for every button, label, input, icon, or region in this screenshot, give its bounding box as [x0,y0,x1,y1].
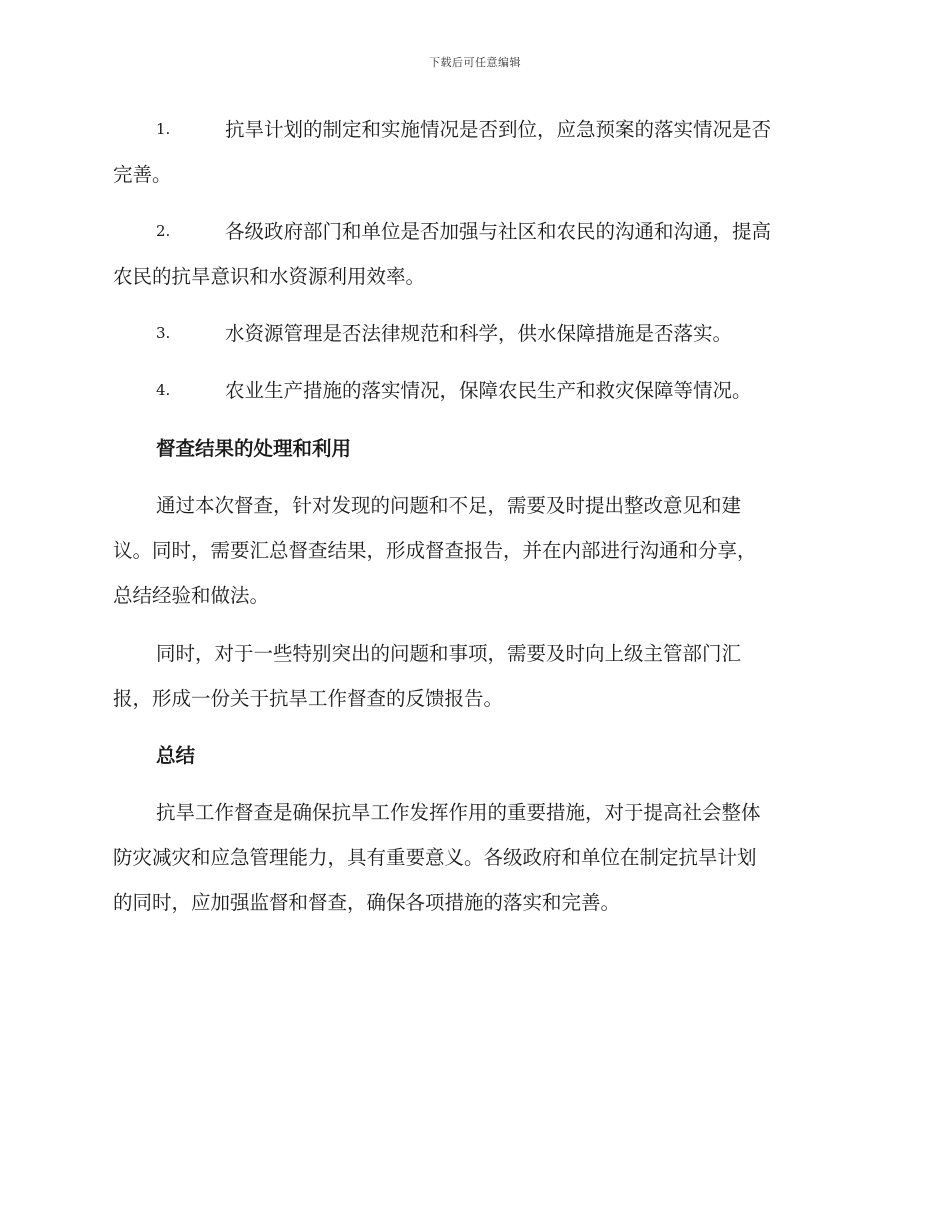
list-text-line: 农民的抗旱意识和水资源利用效率。 [113,265,426,288]
paragraph-line: 议。同时，需要汇总督查结果，形成督查报告，并在内部进行沟通和分享， [113,539,757,562]
paragraph [113,790,833,925]
paragraph [113,631,833,721]
paragraph-line: 防灾减灾和应急管理能力，具有重要意义。各级政府和单位在制定抗旱计划 [113,846,757,869]
list-text-line: 抗旱计划的制定和实施情况是否到位，应急预案的落实情况是否 [225,118,772,141]
paragraph-line: 的同时，应加强监督和督查，确保各项措施的落实和完善。 [113,891,621,914]
paragraph-line: 抗旱工作督查是确保抗旱工作发挥作用的重要措施，对于提高社会整体 [156,801,761,824]
section-heading: 督查结果的处理和利用 [156,437,352,460]
paragraph-line: 总结经验和做法。 [113,584,270,607]
paragraph-line: 通过本次督查，针对发现的问题和不足，需要及时提出整改意见和建 [156,494,742,517]
list-item [113,209,833,299]
list-number: 1. [156,120,171,138]
list-text-line: 水资源管理是否法律规范和科学，供水保障措施是否落实。 [225,322,733,345]
list-item [113,311,833,356]
list-text-line: 各级政府部门和单位是否加强与社区和农民的沟通和沟通，提高 [225,220,772,243]
list-text-line: 农业生产措施的落实情况，保障农民生产和救灾保障等情况。 [225,379,752,402]
section-heading: 总结 [156,744,196,767]
list-text-line: 完善。 [113,163,172,186]
list-number: 4. [156,381,171,399]
paragraph-line: 同时，对于一些特别突出的问题和事项，需要及时向上级主管部门汇 [156,642,742,665]
paragraph [113,483,833,618]
paragraph-line: 报，形成一份关于抗旱工作督查的反馈报告。 [113,687,504,710]
list-number: 2. [156,222,171,240]
list-item [113,368,833,413]
header-note: 下载后可任意编辑 [429,56,521,69]
list-number: 3. [156,324,171,342]
list-item [113,107,833,197]
